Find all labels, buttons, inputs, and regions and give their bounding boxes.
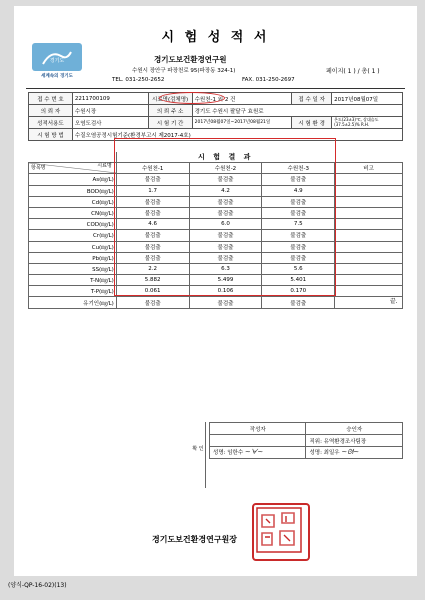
requester-address: 경기도 수원시 팔달구 효원로 [192, 105, 402, 117]
author-header: 작성자 [210, 423, 306, 435]
receipt-date: 2017년08월07일 [332, 93, 403, 105]
item-name: 유기인(㎎/L) [29, 297, 117, 308]
remark-cell [335, 196, 403, 207]
result-value: 불검출 [189, 230, 262, 241]
result-value: 4.2 [189, 185, 262, 196]
remark-cell [335, 207, 403, 218]
results-highlight-box [114, 138, 336, 296]
org-name: 경기도보건환경연구원 [154, 55, 227, 64]
svg-text:경기도: 경기도 [49, 58, 65, 64]
result-value: 7.5 [262, 219, 335, 230]
org-logo [32, 43, 82, 81]
info-row [29, 105, 403, 117]
result-value: 0.106 [189, 286, 262, 297]
document-page [14, 6, 417, 576]
result-value: 6.0 [189, 219, 262, 230]
item-name: Cu(㎎/L) [29, 241, 117, 252]
result-value: 1.7 [116, 185, 189, 196]
result-value: 불검출 [262, 230, 335, 241]
requester: 수원시장 [72, 105, 148, 117]
requester-label: 의 뢰 자 [29, 105, 73, 117]
column-header: 수원천-1 [116, 163, 189, 174]
remark-cell [335, 230, 403, 241]
result-value: 불검출 [116, 241, 189, 252]
item-name: CN(㎎/L) [29, 207, 117, 218]
result-value: 불검출 [116, 174, 189, 185]
remark-cell [335, 252, 403, 263]
result-value: 불검출 [189, 174, 262, 185]
form-number: (양식-QP-16-02)(13) [8, 582, 67, 589]
result-value: 불검출 [189, 241, 262, 252]
result-value: 불검출 [116, 207, 189, 218]
result-value: 4.6 [116, 219, 189, 230]
item-name: As(㎎/L) [29, 174, 117, 185]
end-mark: 끝. [390, 298, 398, 305]
approver-signature: ~ᘛ~ [341, 448, 360, 456]
seal-stamp-icon [254, 505, 304, 555]
result-value: 5.6 [262, 263, 335, 274]
logo-emblem-icon [39, 46, 75, 68]
result-value: 불검출 [189, 196, 262, 207]
requester-address-label: 의 뢰 주 소 [148, 105, 192, 117]
item-name: Cd(㎎/L) [29, 196, 117, 207]
receipt-no: 2211700109 [72, 93, 148, 105]
result-value: 5.401 [262, 275, 335, 286]
remark-header: 비고 [335, 163, 403, 174]
receipt-no-label: 접 수 번 호 [29, 93, 73, 105]
remark-cell [335, 185, 403, 196]
result-value: 불검출 [189, 207, 262, 218]
result-value: 불검출 [262, 297, 335, 308]
result-value: 0.061 [116, 286, 189, 297]
result-value: 불검출 [262, 207, 335, 218]
column-header: 수원천-2 [189, 163, 262, 174]
approver-title: 직위: 유역환경조사팀장 [306, 435, 403, 447]
sample-name: 수원천-1 외 2 건 [192, 93, 292, 105]
author-name: 성명: 임한수 [213, 450, 244, 456]
result-value: 5.882 [116, 275, 189, 286]
approver-name: 성명: 최일우 [309, 450, 340, 456]
author-signature: ~ᗄ~ [244, 448, 264, 456]
item-name: T-P(㎎/L) [29, 286, 117, 297]
result-value: 불검출 [189, 252, 262, 263]
item-name: BOD(㎎/L) [29, 185, 117, 196]
approver-header: 승인자 [306, 423, 403, 435]
remark-cell [335, 174, 403, 185]
logo-caption: 세계속의 경기도 [41, 74, 73, 79]
document-title: 시 험 성 적 서 [161, 30, 270, 45]
item-header: 항목명 [31, 165, 46, 172]
test-environment: 온도(23±3)℃, 상대습도(37.5±2.5)% R.H. [332, 117, 403, 129]
result-value: 2.2 [116, 263, 189, 274]
env-label: 시 험 환 경 [292, 117, 332, 129]
diagonal-header-cell [29, 163, 117, 174]
item-name: Cr(㎎/L) [29, 230, 117, 241]
purpose: 오염도검사 [72, 117, 148, 129]
test-method: 수질오염공정시험기준(환경부고시 제2017-4호) [72, 129, 402, 141]
column-header: 수원천-3 [262, 163, 335, 174]
result-value: 불검출 [116, 230, 189, 241]
result-value: 불검출 [262, 196, 335, 207]
result-value: 불검출 [116, 297, 189, 308]
remark-cell [335, 275, 403, 286]
results-caption: 시 험 결 과 [198, 153, 254, 162]
remark-cell [335, 263, 403, 274]
result-value: 불검출 [262, 252, 335, 263]
confirm-label: 확 인 [192, 446, 204, 452]
result-value: 0.170 [262, 286, 335, 297]
result-value: 4.9 [262, 185, 335, 196]
header-divider [26, 88, 405, 89]
period-label: 시 험 기 간 [148, 117, 192, 129]
sample-name-highlight [159, 92, 225, 104]
result-value: 불검출 [262, 174, 335, 185]
result-value: 5.499 [189, 275, 262, 286]
result-value: 불검출 [189, 297, 262, 308]
remark-cell [335, 219, 403, 230]
page-counter: 페이지( 1 ) / 총( 1 ) [326, 68, 380, 75]
result-value: 불검출 [116, 252, 189, 263]
result-value: 불검출 [116, 196, 189, 207]
issuer-name: 경기도보건환경연구원장 [152, 535, 238, 544]
official-seal [252, 503, 310, 561]
purpose-label: 성적서용도 [29, 117, 73, 129]
test-period: 2017년08월07일~2017년08월21일 [192, 117, 292, 129]
method-label: 시 험 방 법 [29, 129, 73, 141]
item-name: Pb(㎎/L) [29, 252, 117, 263]
signature-table [209, 422, 403, 459]
result-row [29, 297, 403, 308]
sample-name-label: 시료명(검체명) [148, 93, 192, 105]
org-address: 수원시 장안구 파장천로 95(파장동 324-1) [132, 68, 236, 74]
info-row [29, 117, 403, 129]
org-fax: FAX. 031-250-2697 [242, 77, 295, 83]
result-value: 6.3 [189, 263, 262, 274]
item-name: T-N(㎎/L) [29, 275, 117, 286]
author-title [210, 435, 306, 447]
result-value: 불검출 [262, 241, 335, 252]
receipt-date-label: 접 수 일 자 [292, 93, 332, 105]
item-name: SS(㎎/L) [29, 263, 117, 274]
remark-cell [335, 241, 403, 252]
item-name: COD(㎎/L) [29, 219, 117, 230]
sample-header: 시료명 [97, 163, 112, 170]
org-tel: TEL. 031-250-2652 [112, 77, 165, 83]
